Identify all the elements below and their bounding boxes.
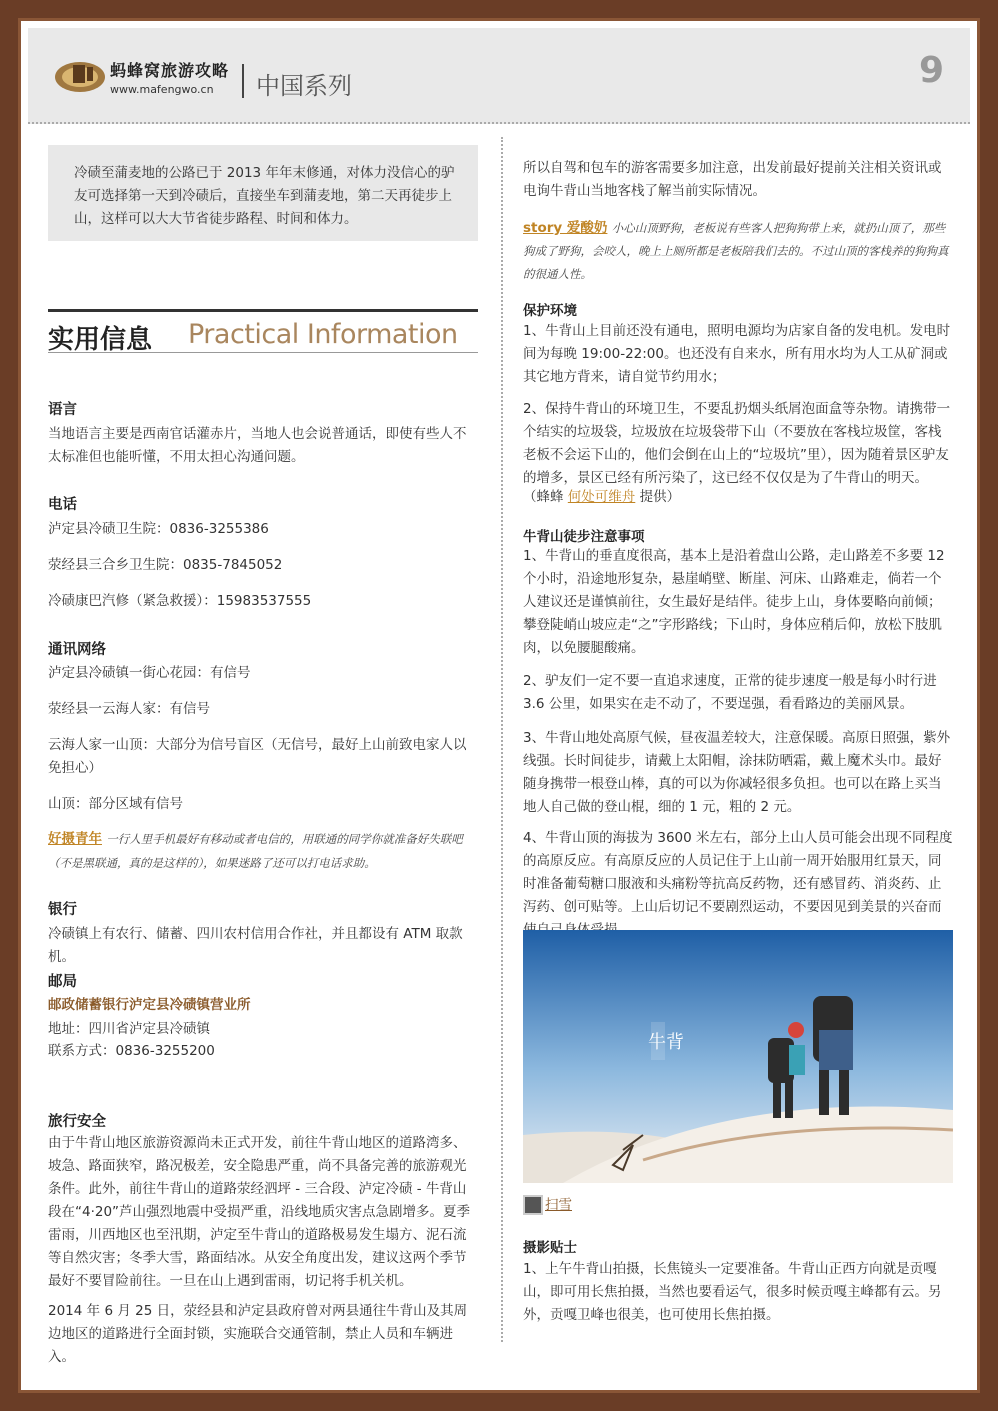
hiking-item: 4、牛背山顶的海拔为 3600 米左右，部分上山人员可能会出现不同程度的高原反应。有高原反应的人员记住于上山前一周开始服用红景天，同时准备葡萄糖口服液和头痛粉等抗高反药物，还有感冒药、消炎药、止泻药、创可贴等。上山后切记不要剧烈运动，不要因见到美景的兴奋而 — [523, 830, 953, 915]
post-phone: 联系方式：0836-3255200 — [48, 1043, 215, 1059]
story-author-link[interactable]: 好摄青年 — [48, 831, 102, 847]
network-item: 泸定县冷碛镇一街心花园：有信号 — [48, 665, 251, 681]
photo-tips-heading: 摄影贴士 — [523, 1240, 577, 1256]
story-block — [48, 827, 478, 875]
header-divider — [242, 64, 244, 98]
phone-heading: 电话 — [48, 497, 77, 513]
environment-heading: 保护环境 — [523, 303, 577, 319]
mafengwo-logo-icon — [53, 55, 107, 95]
credit-line — [523, 486, 953, 509]
credit-suffix: 提供） — [639, 489, 681, 505]
phone-item: 冷碛康巴汽修（紧急救援）：15983537555 — [48, 593, 312, 609]
page-frame — [18, 18, 980, 1393]
network-heading: 通讯网络 — [48, 642, 106, 658]
hiking-item: 3、牛背山地处高原气候，昼夜温差较大，注意保暖。高原日照强，紫外线强。长时间徒步，请戴上太阳帽，涂抹防晒霜，戴上魔术头巾。最好随身携带一根登山棒，真的可以为你减轻很多负担。也可以在路上买当地人自己做的登山棍，细的 1 元，粗的 2 元。 — [523, 730, 951, 815]
environment-item: 1、牛背山上目前还没有通电，照明电源均为店家自备的发电机。发电时间为每晚 19:00-22:00。也还没有自来水，所有用水均为人工从矿洞或其它地方背来，请自觉节约用水； — [523, 323, 951, 385]
language-text: 当地语言主要是西南官话灌赤片，当地人也会说普通话，即使有些人不太标准但也能听懂，不用太担心沟通问题。 — [48, 426, 467, 465]
story-author-link[interactable]: story 爱酸奶 — [523, 220, 608, 236]
safety-heading: 旅行安全 — [48, 1114, 106, 1130]
story-text: 小心山顶野狗，老板说有些客人把狗狗带上来，就扔山顶了，那些狗成了野狗，会咬人，晚上上厕所都是老板陪我们去的。不过山顶的客栈养的狗狗真的很通人性。 — [523, 221, 949, 281]
post-address: 地址：四川省泸定县冷碛镇 — [48, 1021, 210, 1037]
hiking-item: 2、驴友们一定不要一直追求速度，正常的徒步速度一般是每小时行进 3.6 公里，如果实在走不动了，不要逞强，看看路边的美丽风景。 — [523, 673, 937, 712]
section-title — [48, 309, 478, 353]
series-title: 中国系列 — [256, 72, 352, 100]
page-header — [28, 28, 970, 124]
language-heading: 语言 — [48, 402, 77, 418]
page-number: 9 — [918, 50, 944, 91]
author-avatar-icon — [523, 1195, 543, 1215]
credit-author-link[interactable]: 何处可维舟 — [567, 489, 636, 505]
post-heading: 邮局 — [48, 974, 77, 990]
environment-item: 2、保持牛背山的环境卫生，不要乱扔烟头纸屑泡面盒等杂物。请携带一个结实的垃圾袋，垃圾放在垃圾袋带下山（不要放在客栈垃圾筐，客栈老板不会运下山的，他们会倒在山上的“垃圾坑”里），因为随着景区驴友的增多，景区已经有所污染了，这已经不仅仅是为了牛背山的明天。 — [523, 401, 951, 486]
column-divider — [501, 137, 503, 1342]
safety-text: 由于牛背山地区旅游资源尚未正式开发，前往牛背山地区的道路湾多、坡急、路面狭窄，路况极差，安全隐患严重，尚不具备完善的旅游观光条件。此外，前往牛背山的道路荥经泗坪 - 三合段、泸定冷碛 - 牛背山段在“4·20”芦山强烈地震中受损严重，沿线地质灾害点急剧增多。夏季雷雨，川西地区也至汛期，泸定至牛背山的道路极易发生塌方、泥石流等自然灾害；冬季大雪，路面结冰。从安全角度出发，建议这两个季节最好不要冒险前往。一旦在山上遇到雷雨，切记将手机关机。 — [48, 1135, 471, 1289]
post-office-name: 邮政储蓄银行泸定县冷碛镇营业所 — [48, 997, 251, 1013]
hikers-photo — [523, 930, 953, 1183]
phone-item: 荥经县三合乡卫生院：0835-7845052 — [48, 557, 283, 573]
bank-text: 冷碛镇上有农行、储蓄、四川农村信用合作社，并且都设有 ATM 取款机。 — [48, 926, 463, 965]
photo-tips-text: 1、上午牛背山拍摄，长焦镜头一定要准备。牛背山正西方向就是贡嘎山，即可用长焦拍摄，当然也要看运气，很多时候贡嘎主峰都有云。另外，贡嘎卫峰也很美，也可使用长焦拍摄。 — [523, 1261, 942, 1323]
hiking-item: 1、牛背山的垂直度很高，基本上是沿着盘山公路，走山路差不多要 12 个小时，沿途地形复杂，悬崖峭壁、断崖、河床、山路难走，倘若一个人建议还是谨慎前往，女生最好是结伴。徒步上山，身体要略向前倾；攀登陡峭山坡应走“之”字形路线；下山时，身体应稍后仰，放松下肢肌肉，以免腰腿酸痛。 — [523, 548, 945, 656]
hiking-heading: 牛背山徒步注意事项 — [523, 529, 645, 545]
network-item: 荥经县一云海人家：有信号 — [48, 701, 210, 717]
photo-caption[interactable] — [523, 1193, 572, 1215]
photo-overlay-text: 牛背 — [648, 1032, 684, 1053]
section-title-en: Practical Information — [188, 319, 458, 350]
story-text: 一行人里手机最好有移动或者电信的，用联通的同学你就准备好失联吧（不是黑联通，真的是这样的），如果迷路了还可以打电话求助。 — [48, 832, 463, 870]
network-item: 山顶：部分区域有信号 — [48, 796, 183, 812]
intro-text: 所以自驾和包车的游客需要多加注意，出发前最好提前关注相关资讯或电询牛背山当地客栈了解当前实际情况。 — [523, 160, 942, 199]
road-closure-text: 2014 年 6 月 25 日，荥经县和泸定县政府曾对两县通往牛背山及其周边地区的道路进行全面封锁，实施联合交通管制，禁止人员和车辆进入。 — [48, 1303, 468, 1365]
network-item: 云海人家一山顶：大部分为信号盲区（无信号，最好上山前致电家人以免担心） — [48, 737, 467, 776]
tip-box: 冷碛至蒲麦地的公路已于 2013 年年末修通，对体力没信心的驴友可选择第一天到冷碛后，直接坐车到蒲麦地，第二天再徒步上山，这样可以大大节省徒步路程、时间和体力。 — [48, 145, 478, 241]
phone-item: 泸定县冷碛卫生院：0836-3255386 — [48, 521, 269, 537]
credit-prefix: （蜂蜂 — [523, 489, 564, 505]
story-block — [523, 217, 953, 286]
brand-url: www.mafengwo.cn — [110, 83, 214, 96]
brand-name: 蚂蜂窝旅游攻略 — [110, 61, 230, 80]
section-title-cn: 实用信息 — [48, 325, 153, 355]
bank-heading: 银行 — [48, 902, 77, 918]
photo-caption-text: 扫雪 — [545, 1197, 572, 1213]
